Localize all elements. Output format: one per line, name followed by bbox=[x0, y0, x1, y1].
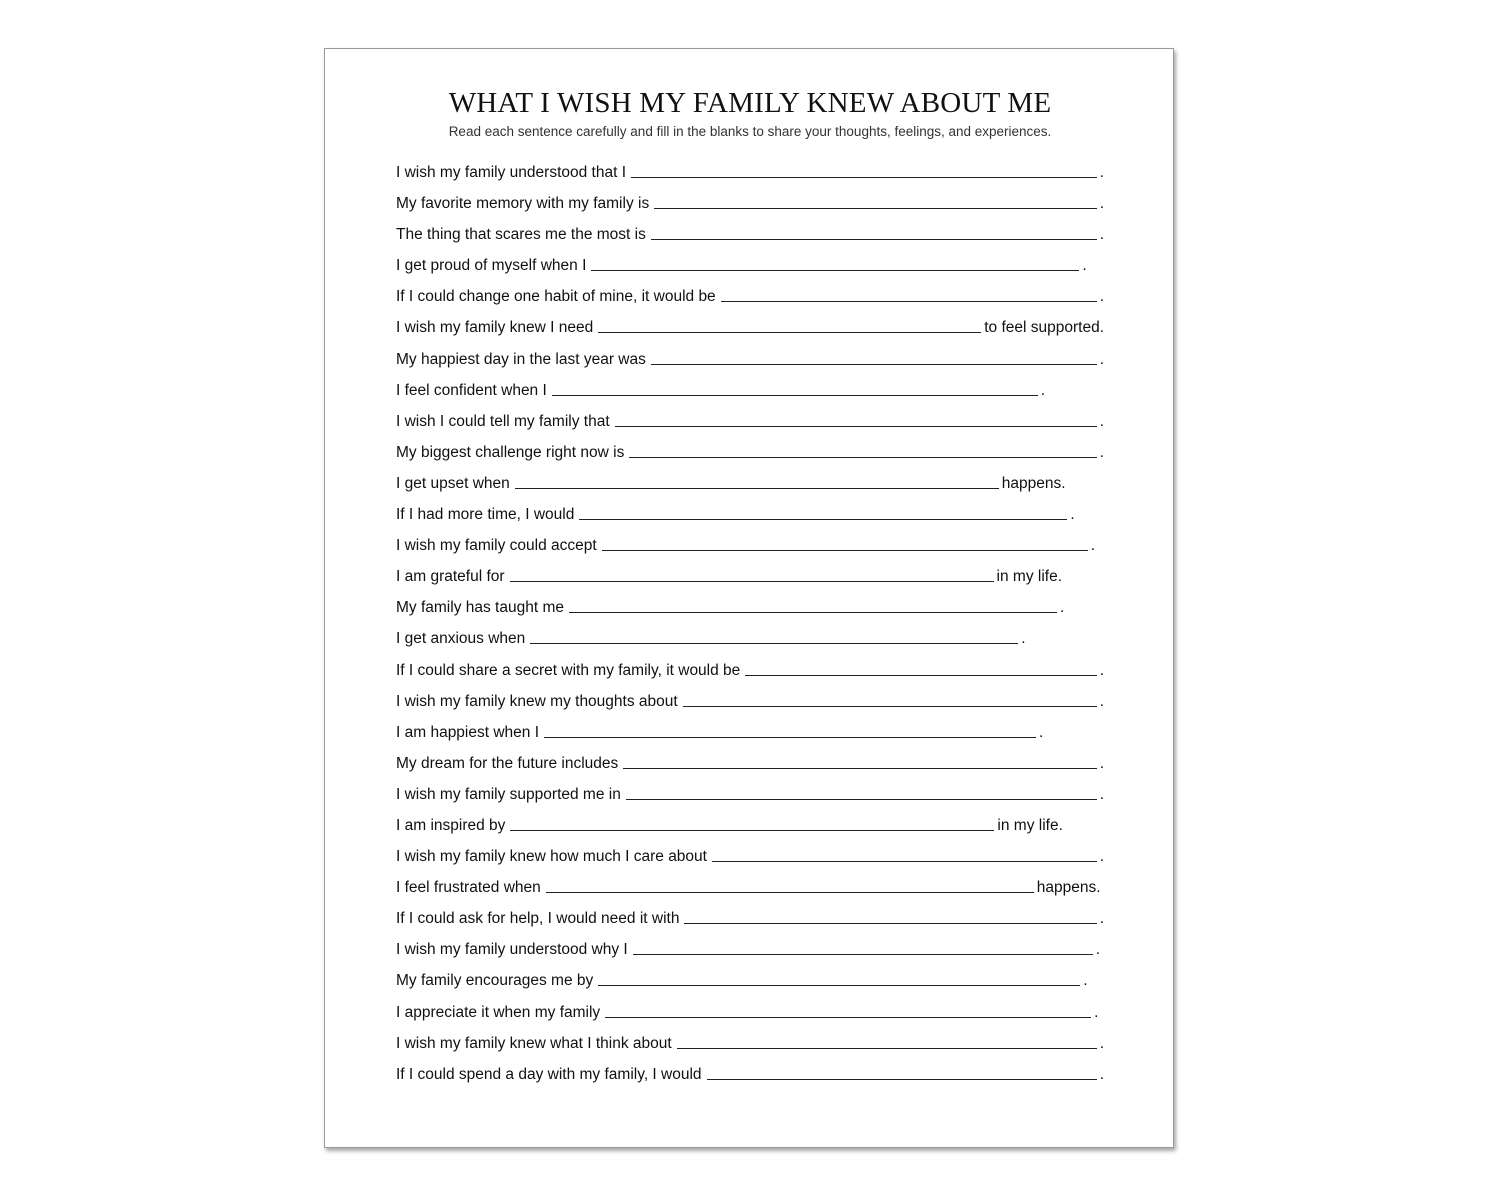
prompt-text: I wish my family supported me in bbox=[396, 785, 621, 803]
prompt-ending: . bbox=[1099, 754, 1104, 772]
prompt-ending: . bbox=[1021, 630, 1026, 648]
prompt-row bbox=[396, 345, 1116, 376]
prompt-row bbox=[396, 282, 1116, 313]
fill-in-blank[interactable] bbox=[721, 283, 1097, 302]
prompt-ending: . bbox=[1099, 288, 1104, 306]
prompt-row bbox=[396, 438, 1116, 469]
prompt-row bbox=[396, 220, 1116, 251]
fill-in-blank[interactable] bbox=[569, 594, 1057, 613]
prompt-ending: . bbox=[1099, 661, 1104, 679]
prompt-ending: happens. bbox=[1036, 879, 1101, 897]
prompt-ending: . bbox=[1040, 381, 1046, 399]
prompt-row bbox=[396, 687, 1116, 718]
prompt-ending: . bbox=[1099, 848, 1104, 866]
prompt-ending: . bbox=[1099, 412, 1104, 430]
prompt-ending: . bbox=[1099, 443, 1104, 461]
prompt-row bbox=[396, 313, 1116, 344]
prompt-text: If I could spend a day with my family, I would bbox=[396, 1065, 702, 1083]
prompt-ending: . bbox=[1099, 350, 1104, 368]
fill-in-blank[interactable] bbox=[615, 408, 1097, 427]
prompt-row bbox=[396, 562, 1116, 593]
prompt-row bbox=[396, 842, 1116, 873]
fill-in-blank[interactable] bbox=[605, 999, 1091, 1018]
fill-in-blank[interactable] bbox=[510, 812, 994, 831]
prompt-text: I get anxious when bbox=[396, 630, 526, 648]
prompt-ending: happens. bbox=[1001, 474, 1066, 492]
fill-in-blank[interactable] bbox=[631, 159, 1097, 178]
fill-in-blank[interactable] bbox=[530, 625, 1018, 644]
prompt-row bbox=[396, 189, 1116, 220]
fill-in-blank[interactable] bbox=[544, 719, 1036, 738]
prompt-text: My family has taught me bbox=[396, 599, 564, 617]
prompt-ending: to feel supported. bbox=[984, 319, 1104, 337]
prompt-row bbox=[396, 407, 1116, 438]
prompt-row bbox=[396, 1060, 1116, 1091]
fill-in-blank[interactable] bbox=[633, 936, 1093, 955]
prompt-text: My dream for the future includes bbox=[396, 754, 619, 772]
fill-in-blank[interactable] bbox=[591, 252, 1079, 271]
prompt-row bbox=[396, 251, 1116, 282]
fill-in-blank[interactable] bbox=[651, 346, 1097, 365]
prompt-text: I appreciate it when my family bbox=[396, 1003, 601, 1021]
prompt-row bbox=[396, 811, 1116, 842]
prompt-ending: . bbox=[1090, 537, 1096, 555]
prompt-row bbox=[396, 904, 1116, 935]
prompt-text: My favorite memory with my family is bbox=[396, 195, 650, 213]
fill-in-blank[interactable] bbox=[546, 874, 1034, 893]
prompt-ending: . bbox=[1099, 785, 1104, 803]
prompt-ending: in my life. bbox=[997, 816, 1063, 834]
fill-in-blank[interactable] bbox=[651, 221, 1097, 240]
prompt-ending: . bbox=[1039, 723, 1044, 741]
fill-in-blank[interactable] bbox=[654, 190, 1096, 209]
prompt-ending: . bbox=[1094, 1003, 1099, 1021]
prompt-text: If I could ask for help, I would need it with bbox=[396, 910, 680, 928]
prompt-row bbox=[396, 718, 1116, 749]
prompt-ending: . bbox=[1099, 1065, 1104, 1083]
prompt-text: My family encourages me by bbox=[396, 972, 594, 990]
prompt-text: I wish my family knew my thoughts about bbox=[396, 692, 678, 710]
prompt-row bbox=[396, 158, 1116, 189]
fill-in-blank[interactable] bbox=[626, 781, 1097, 800]
prompt-text: I wish my family could accept bbox=[396, 537, 597, 555]
prompt-text: I get proud of myself when I bbox=[396, 257, 587, 275]
fill-in-blank[interactable] bbox=[579, 501, 1067, 520]
prompt-text: If I could share a secret with my family, it would be bbox=[396, 661, 741, 679]
prompt-row bbox=[396, 749, 1116, 780]
prompt-text: I get upset when bbox=[396, 474, 510, 492]
prompt-row bbox=[396, 966, 1116, 997]
prompt-text: If I could change one habit of mine, it would be bbox=[396, 288, 716, 306]
prompt-ending: . bbox=[1099, 1034, 1104, 1052]
prompt-row bbox=[396, 593, 1116, 624]
prompt-ending: . bbox=[1059, 599, 1065, 617]
prompt-ending: . bbox=[1070, 506, 1075, 524]
prompt-text: The thing that scares me the most is bbox=[396, 226, 646, 244]
worksheet-instructions: Read each sentence carefully and fill in the blanks to share your thoughts, feelings, and experiences. bbox=[448, 124, 1052, 139]
prompt-row bbox=[396, 376, 1116, 407]
prompt-ending: . bbox=[1095, 941, 1101, 959]
prompt-text: I feel frustrated when bbox=[396, 879, 541, 897]
worksheet-page bbox=[324, 48, 1174, 1148]
prompt-ending: . bbox=[1082, 257, 1087, 275]
prompt-row bbox=[396, 935, 1116, 966]
fill-in-blank[interactable] bbox=[707, 1061, 1097, 1080]
fill-in-blank[interactable] bbox=[745, 657, 1096, 676]
prompt-text: I wish my family knew what I think about bbox=[396, 1034, 672, 1052]
fill-in-blank[interactable] bbox=[683, 688, 1097, 707]
prompt-text: I wish my family knew I need bbox=[396, 319, 594, 337]
prompt-text: I wish my family knew how much I care about bbox=[396, 848, 707, 866]
fill-in-blank[interactable] bbox=[629, 439, 1096, 458]
prompt-list bbox=[396, 158, 1116, 1091]
prompt-row bbox=[396, 624, 1116, 655]
fill-in-blank[interactable] bbox=[515, 470, 999, 489]
fill-in-blank[interactable] bbox=[598, 967, 1080, 986]
prompt-row bbox=[396, 531, 1116, 562]
fill-in-blank[interactable] bbox=[552, 377, 1038, 396]
prompt-row bbox=[396, 656, 1116, 687]
prompt-text: My happiest day in the last year was bbox=[396, 350, 646, 368]
prompt-text: I wish my family understood that I bbox=[396, 164, 627, 181]
prompt-text: I am inspired by bbox=[396, 816, 506, 834]
fill-in-blank[interactable] bbox=[677, 1030, 1097, 1049]
prompt-text: I feel confident when I bbox=[396, 381, 547, 399]
prompt-ending: . bbox=[1099, 226, 1104, 244]
prompt-ending: . bbox=[1099, 692, 1104, 710]
fill-in-blank[interactable] bbox=[598, 314, 981, 333]
prompt-text: I am grateful for bbox=[396, 568, 505, 586]
prompt-ending: . bbox=[1099, 195, 1104, 213]
worksheet-title: WHAT I WISH MY FAMILY KNEW ABOUT ME bbox=[448, 87, 1052, 119]
prompt-text: If I had more time, I would bbox=[396, 506, 575, 524]
prompt-text: I wish I could tell my family that bbox=[396, 412, 610, 430]
prompt-ending: . bbox=[1099, 164, 1104, 181]
fill-in-blank[interactable] bbox=[602, 532, 1088, 551]
fill-in-blank[interactable] bbox=[712, 843, 1097, 862]
prompt-text: My biggest challenge right now is bbox=[396, 443, 625, 461]
prompt-row bbox=[396, 469, 1116, 500]
prompt-ending: . bbox=[1083, 972, 1088, 990]
fill-in-blank[interactable] bbox=[510, 563, 994, 582]
prompt-ending: . bbox=[1099, 910, 1104, 928]
prompt-row bbox=[396, 873, 1116, 904]
prompt-row bbox=[396, 998, 1116, 1029]
prompt-text: I am happiest when I bbox=[396, 723, 540, 741]
prompt-row bbox=[396, 780, 1116, 811]
fill-in-blank[interactable] bbox=[623, 750, 1096, 769]
prompt-row bbox=[396, 1029, 1116, 1060]
fill-in-blank[interactable] bbox=[684, 905, 1096, 924]
prompt-ending: in my life. bbox=[996, 568, 1063, 586]
prompt-text: I wish my family understood why I bbox=[396, 941, 628, 959]
prompt-row bbox=[396, 500, 1116, 531]
